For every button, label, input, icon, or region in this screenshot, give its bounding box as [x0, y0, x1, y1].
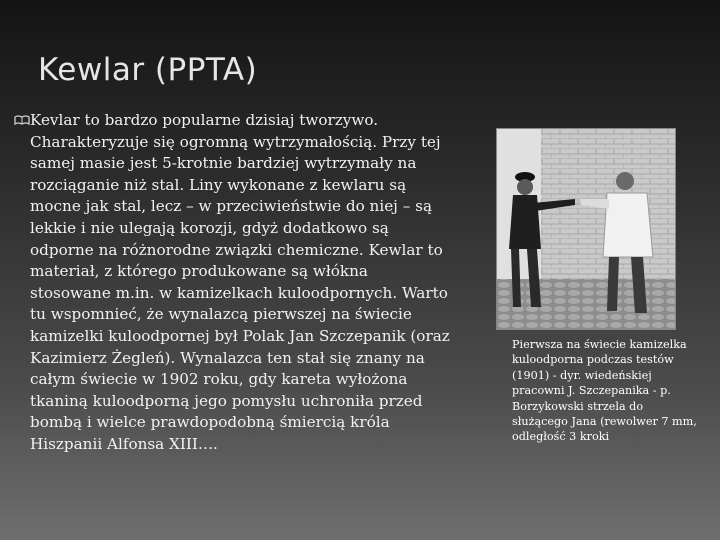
book-bullet-icon: [14, 114, 30, 126]
historical-photo: [496, 128, 676, 330]
body-text: Kevlar to bardzo popularne dzisiaj tworzywo. Charakteryzuje się ogromną wytrzymałością. Przy tej samej masie jest 5-krotnie bardziej wytrzymały na rozciąganie niż stal. Liny wykonane z kewlaru są mocne jak stal, lecz – w przeciwieństwie do niej – są lekkie i nie ulegają korozji, gdyż dodatkowo są odporne na różnorodne związki chemiczne. Kewlar to materiał, z którego produkowane są włókna stosowane m.in. w kamizelkach kuloodpornych. Warto tu wspomnieć, że wynalazcą pierwszej na świecie kamizelki kuloodpornej był Polak Jan Szczepanik (oraz Kazimierz Żegleń). Wynalazca ten stał się znany na całym świecie w 1902 roku, gdy kareta wyłożona tkaniną kuloodporną jego pomysłu uchroniła przed bombą i wielce prawdopodobną śmiercią króla Hiszpanii Alfonsa XIII….: [30, 111, 450, 453]
photo-caption: Pierwsza na świecie kamizelka kuloodporna podczas testów (1901) - dyr. wiedeńskiej pracowni J. Szczepanika - p. Borzykowski strzela do służącego Jana (rewolwer 7 mm, odległość 3 kroki: [512, 338, 697, 444]
slide-title: Kewlar (PPTA): [38, 52, 258, 88]
